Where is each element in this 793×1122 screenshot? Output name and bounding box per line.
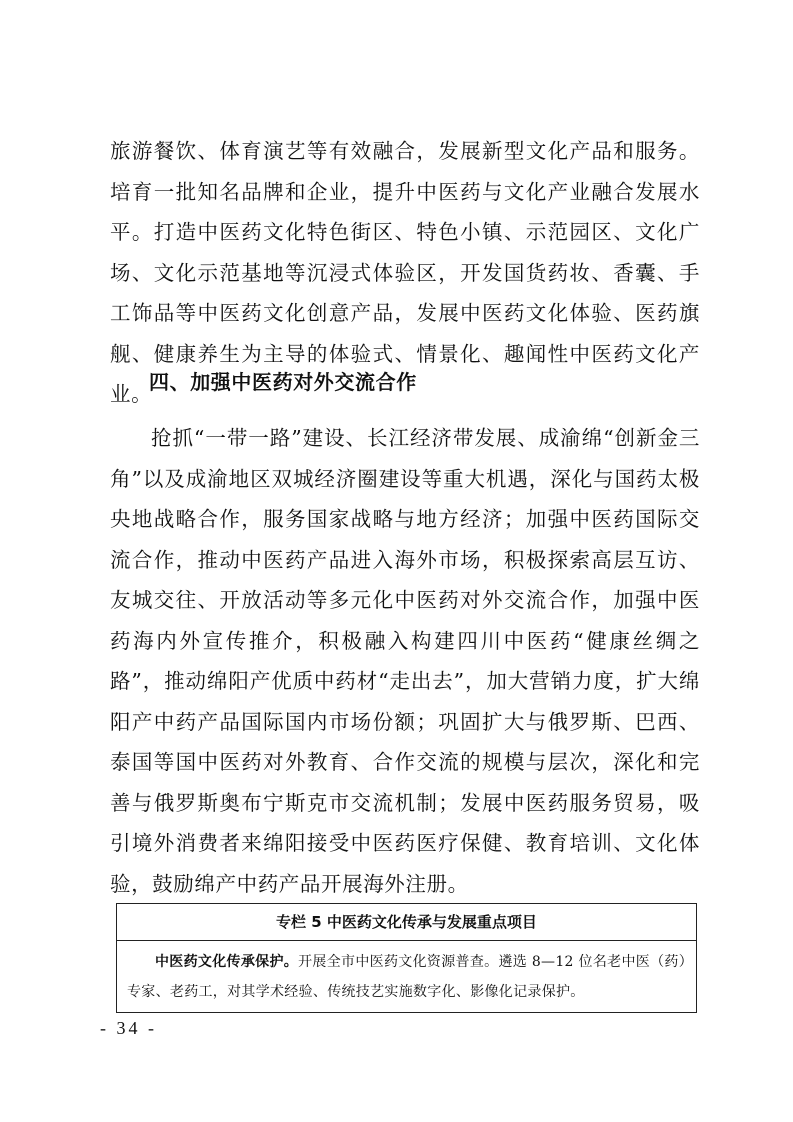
column-box-item-text: 开展全市中医药文化资源普查。遴选 8—12 位名老中医（药）专家、老药工，对其学术经验、传统技艺实施数字化、影像化记录保护。 [127,954,686,1000]
page-number: - 34 - [100,1018,157,1038]
column-box-item-lead: 中医药文化传承保护。 [155,954,299,970]
body-paragraph-continuation: 旅游餐饮、体育演艺等有效融合，发展新型文化产品和服务。培育一批知名品牌和企业，提升中医药与文化产业融合发展水平。打造中医药文化特色街区、特色小镇、示范园区、文化广场、文化示范基地等沉浸式体验区，开发国货药妆、香囊、手工饰品等中医药文化创意产品，发展中医药文化体验、医药旗舰、健康养生为主导的体验式、情景化、趣闻性中医药文化产业。 [110,139,700,406]
section-heading: 四、加强中医药对外交流合作 [149,370,417,394]
column-box-title: 专栏 5 中医药文化传承与发展重点项目 [117,904,696,941]
column-box [116,903,697,1013]
column-box-item [117,941,696,1007]
body-paragraph-exchange-cooperation: 抢抓“一带一路”建设、长江经济带发展、成渝绵“创新金三角”以及成渝地区双城经济圈建设等重大机遇，深化与国药太极央地战略合作，服务国家战略与地方经济；加强中医药国际交流合作，推动中医药产品进入海外市场，积极探索高层互访、友城交往、开放活动等多元化中医药对外交流合作，加强中医药海内外宣传推介，积极融入构建四川中医药“健康丝绸之路”，推动绵阳产优质中药材“走出去”，加大营销力度，扩大绵阳产中药产品国际国内市场份额；巩固扩大与俄罗斯、巴西、泰国等国中医药对外教育、合作交流的规模与层次，深化和完善与俄罗斯奥布宁斯克市交流机制；发展中医药服务贸易，吸引境外消费者来绵阳接受中医药医疗保健、教育培训、文化体验，鼓励绵产中药产品开展海外注册。 [110,426,700,896]
